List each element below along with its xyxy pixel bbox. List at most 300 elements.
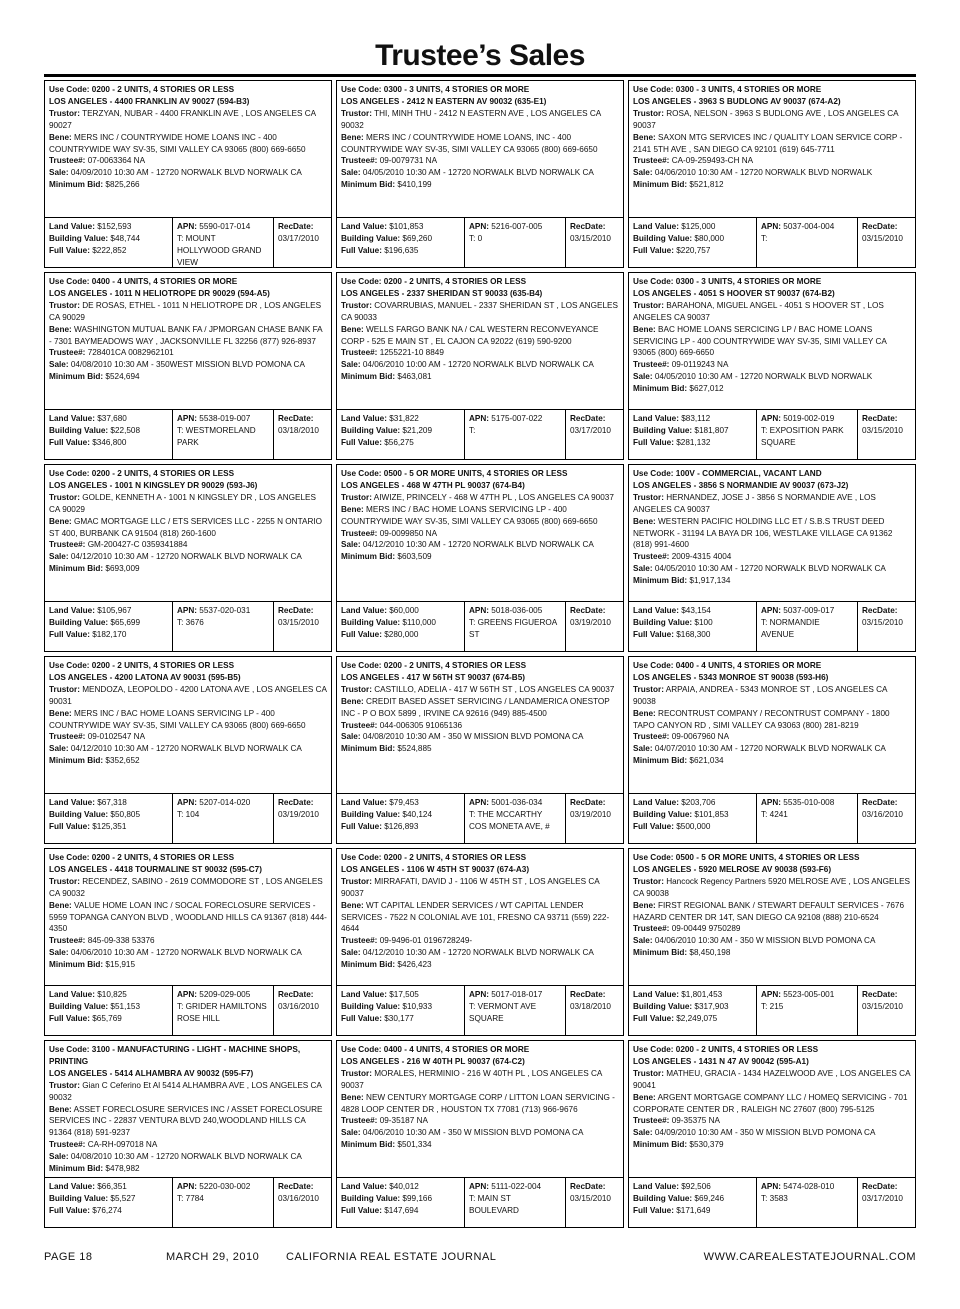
listing-details bbox=[44, 464, 332, 601]
sale-line bbox=[341, 731, 619, 743]
bene-label: Bene: bbox=[633, 1092, 656, 1102]
land-value-line bbox=[341, 605, 460, 617]
value-column bbox=[337, 602, 464, 651]
building-value: $101,853 bbox=[694, 810, 729, 819]
use-code: Use Code: 0200 - 2 UNITS, 4 STORIES OR LESS bbox=[49, 661, 235, 670]
trustor-line bbox=[49, 1080, 327, 1104]
apn-column bbox=[464, 410, 565, 459]
building-value-line bbox=[633, 425, 752, 437]
bene-line bbox=[633, 900, 911, 924]
apn-column bbox=[756, 1178, 857, 1227]
land-value: $17,505 bbox=[389, 990, 419, 999]
valuation-table bbox=[336, 793, 624, 844]
sale-value: 04/06/2010 10:30 AM - 350 W MISSION BLVD POMONA CA bbox=[362, 1128, 584, 1138]
land-value-line bbox=[341, 1181, 460, 1193]
bene-line bbox=[341, 504, 619, 528]
recdate-label: RecDate: bbox=[862, 414, 898, 423]
trustor-line bbox=[633, 108, 911, 132]
value-column bbox=[45, 218, 172, 267]
land-value: $10,825 bbox=[97, 990, 127, 999]
sale-label: Sale: bbox=[633, 372, 653, 382]
full-value: $280,000 bbox=[384, 630, 419, 639]
recdate-label: RecDate: bbox=[862, 606, 898, 615]
sale-line bbox=[341, 167, 619, 179]
apn-value: 5001-036-034 bbox=[491, 798, 543, 807]
land-label: Land Value: bbox=[49, 606, 95, 615]
trustee-line bbox=[49, 347, 327, 359]
min-bid-label: Minimum Bid: bbox=[633, 1140, 688, 1150]
listing-record bbox=[44, 272, 332, 460]
apn-value: 5537-020-031 bbox=[199, 606, 251, 615]
building-label: Building Value: bbox=[633, 234, 693, 243]
full-label: Full Value: bbox=[49, 1206, 90, 1215]
trustee-value: 09-0102547 NA bbox=[87, 732, 146, 742]
use-code: Use Code: 0500 - 5 OR MORE UNITS, 4 STORIES OR LESS bbox=[341, 469, 568, 478]
full-value: $500,000 bbox=[676, 822, 711, 831]
sale-value: 04/07/2010 10:30 AM - 12720 NORWALK BLVD NORWALK CA bbox=[654, 744, 886, 754]
apn-label: APN: bbox=[177, 1182, 198, 1191]
full-label: Full Value: bbox=[49, 438, 90, 447]
recdate-value: 03/15/2010 bbox=[862, 618, 903, 627]
trustor-value: ARPAIA, ANDREA - 5343 MONROE ST , LOS ANGELES CA 90038 bbox=[633, 684, 888, 706]
trustee-label: Trustee#: bbox=[49, 936, 86, 946]
full-value-line bbox=[633, 629, 752, 641]
building-value-line bbox=[633, 1001, 752, 1013]
value-column bbox=[337, 410, 464, 459]
sale-label: Sale: bbox=[49, 744, 69, 754]
min-bid-label: Minimum Bid: bbox=[341, 960, 396, 970]
recdate-value: 03/15/2010 bbox=[278, 618, 319, 627]
land-label: Land Value: bbox=[633, 1182, 679, 1191]
property-location: LOS ANGELES - 1431 N 47 AV 90042 (595-A1) bbox=[633, 1056, 809, 1066]
tract-value: T: WESTMORELAND PARK bbox=[177, 426, 256, 447]
bene-line bbox=[341, 324, 619, 348]
sale-label: Sale: bbox=[341, 168, 361, 178]
full-label: Full Value: bbox=[341, 246, 382, 255]
trustor-line bbox=[341, 492, 619, 504]
recdate-value: 03/19/2010 bbox=[278, 810, 319, 819]
trustor-value: AIWIZE, PRINCELY - 468 W 47TH PL , LOS ANGELES CA 90037 bbox=[373, 492, 614, 502]
land-value-line bbox=[633, 989, 752, 1001]
land-value-line bbox=[49, 989, 168, 1001]
sale-value: 04/08/2010 10:30 AM - 350 W MISSION BLVD POMONA CA bbox=[362, 732, 584, 742]
building-value: $69,260 bbox=[402, 234, 433, 243]
listing-details bbox=[336, 1040, 624, 1177]
trustor-line bbox=[341, 876, 619, 900]
trustee-value: 2009-4315 4004 bbox=[671, 552, 732, 562]
property-location: LOS ANGELES - 4200 LATONA AV 90031 (595-B5) bbox=[49, 672, 241, 682]
tract-value: T: GREENS FIGUEROA ST bbox=[469, 618, 557, 639]
bene-label: Bene: bbox=[633, 132, 656, 142]
full-value: $346,800 bbox=[92, 438, 127, 447]
trustee-label: Trustee#: bbox=[341, 1116, 378, 1126]
full-value: $126,893 bbox=[384, 822, 419, 831]
bene-label: Bene: bbox=[633, 516, 656, 526]
trustor-value: Hancock Regency Partners 5920 MELROSE AVE , LOS ANGELES CA 90038 bbox=[633, 876, 910, 898]
apn-column bbox=[172, 410, 273, 459]
trustee-line bbox=[633, 551, 911, 563]
full-value: $222,852 bbox=[92, 246, 127, 255]
min-bid-line bbox=[633, 755, 911, 767]
full-value: $220,757 bbox=[676, 246, 711, 255]
sale-line bbox=[49, 947, 327, 959]
trustor-line bbox=[341, 300, 619, 324]
apn-column bbox=[756, 410, 857, 459]
full-value-line bbox=[49, 245, 168, 257]
trustee-label: Trustee#: bbox=[341, 720, 378, 730]
apn-value: 5535-010-008 bbox=[783, 798, 835, 807]
property-location: LOS ANGELES - 468 W 47TH PL 90037 (674-B4) bbox=[341, 480, 525, 490]
sale-label: Sale: bbox=[341, 948, 361, 958]
min-bid-line bbox=[49, 1163, 327, 1175]
apn-line bbox=[469, 1181, 561, 1193]
land-label: Land Value: bbox=[341, 414, 387, 423]
land-label: Land Value: bbox=[633, 990, 679, 999]
apn-column bbox=[172, 986, 273, 1035]
title-rule bbox=[44, 74, 916, 77]
min-bid-value: $524,885 bbox=[397, 744, 432, 754]
sale-label: Sale: bbox=[49, 948, 69, 958]
land-value: $101,853 bbox=[389, 222, 424, 231]
min-bid-value: $15,915 bbox=[105, 960, 136, 970]
trustor-label: Trustor: bbox=[633, 1068, 664, 1078]
recdate-column bbox=[273, 986, 331, 1035]
bene-label: Bene: bbox=[341, 696, 364, 706]
bene-line bbox=[633, 324, 911, 360]
sale-value: 04/09/2010 10:30 AM - 350 W MISSION BLVD POMONA CA bbox=[654, 1128, 876, 1138]
trustor-line bbox=[633, 300, 911, 324]
apn-label: APN: bbox=[761, 222, 782, 231]
min-bid-value: $501,334 bbox=[397, 1140, 432, 1150]
recdate-value: 03/18/2010 bbox=[278, 426, 319, 435]
issue-date: MARCH 29, 2010 bbox=[166, 1251, 260, 1263]
listing-record bbox=[336, 848, 624, 1036]
land-value: $92,506 bbox=[681, 1182, 711, 1191]
bene-line bbox=[633, 516, 911, 552]
value-column bbox=[337, 1178, 464, 1227]
apn-label: APN: bbox=[761, 414, 782, 423]
sale-line bbox=[49, 743, 327, 755]
sale-line bbox=[49, 167, 327, 179]
apn-value: 5111-022-004 bbox=[491, 1182, 542, 1191]
recdate-column bbox=[857, 218, 915, 267]
property-location: LOS ANGELES - 1011 N HELIOTROPE DR 90029 (594-A5) bbox=[49, 288, 270, 298]
trustee-line bbox=[49, 155, 327, 167]
min-bid-label: Minimum Bid: bbox=[341, 552, 396, 562]
sale-value: 04/05/2010 10:30 AM - 12720 NORWALK BLVD NORWALK CA bbox=[654, 564, 886, 574]
land-value-line bbox=[341, 413, 460, 425]
website-link[interactable]: WWW.CAREALESTATEJOURNAL.COM bbox=[703, 1251, 916, 1263]
tract-value: T: bbox=[469, 426, 476, 435]
land-value: $60,000 bbox=[389, 606, 419, 615]
full-label: Full Value: bbox=[341, 822, 382, 831]
min-bid-line bbox=[49, 179, 327, 191]
trustee-value: 09-0099850 NA bbox=[379, 528, 438, 538]
trustee-label: Trustee#: bbox=[341, 348, 378, 358]
sale-value: 04/06/2010 10:30 AM - 350 W MISSION BLVD POMONA CA bbox=[654, 936, 876, 946]
use-code: Use Code: 0400 - 4 UNITS, 4 STORIES OR MORE bbox=[49, 277, 238, 286]
building-label: Building Value: bbox=[49, 618, 109, 627]
trustee-line bbox=[341, 155, 619, 167]
recdate-column bbox=[273, 410, 331, 459]
listing-record bbox=[628, 848, 916, 1036]
listing-record bbox=[628, 80, 916, 268]
trustor-line bbox=[633, 492, 911, 516]
full-label: Full Value: bbox=[341, 438, 382, 447]
tract-value: T: 215 bbox=[761, 1002, 784, 1011]
full-value-line bbox=[341, 1013, 460, 1025]
tract-value: T: GRIDER HAMILTONS ROSE HILL bbox=[177, 1002, 267, 1023]
trustee-line bbox=[49, 935, 327, 947]
min-bid-label: Minimum Bid: bbox=[49, 756, 104, 766]
min-bid-line bbox=[633, 1139, 911, 1151]
listing-record bbox=[628, 272, 916, 460]
trustee-value: CA-09-259493-CH NA bbox=[671, 156, 754, 166]
listing-details bbox=[628, 1040, 916, 1177]
land-value: $125,000 bbox=[681, 222, 716, 231]
listing-record bbox=[44, 848, 332, 1036]
apn-column bbox=[172, 602, 273, 651]
tract-value: T: MOUNT HOLLYWOOD GRAND VIEW bbox=[177, 234, 262, 267]
apn-column bbox=[756, 602, 857, 651]
listing-details bbox=[44, 848, 332, 985]
trustee-label: Trustee#: bbox=[49, 156, 86, 166]
land-label: Land Value: bbox=[633, 414, 679, 423]
trustor-value: ROSA, NELSON - 3963 S BUDLONG AVE , LOS ANGELES CA 90037 bbox=[633, 108, 899, 130]
min-bid-value: $410,199 bbox=[397, 180, 432, 190]
listing-details bbox=[44, 272, 332, 409]
listing-record bbox=[336, 272, 624, 460]
bene-value: SAXON MTG SERVICES INC / QUALITY LOAN SERVICE CORP - 2141 5TH AVE , SAN DIEGO CA 92101 (619) 645-7711 bbox=[633, 132, 903, 154]
apn-label: APN: bbox=[177, 990, 198, 999]
bene-value: MERS INC / COUNTRYWIDE HOME LOANS, INC - 400 COUNTRYWIDE WAY SV-35, SIMI VALLEY CA 93065 (800) 669-6650 bbox=[341, 132, 598, 154]
bene-line bbox=[633, 132, 911, 156]
building-value-line bbox=[341, 233, 460, 245]
tract-value: T: 104 bbox=[177, 810, 200, 819]
land-value-line bbox=[341, 797, 460, 809]
min-bid-value: $478,982 bbox=[105, 1164, 140, 1174]
sale-line bbox=[49, 359, 327, 371]
recdate-value: 03/16/2010 bbox=[862, 810, 903, 819]
sale-label: Sale: bbox=[49, 552, 69, 562]
recdate-label: RecDate: bbox=[570, 990, 606, 999]
bene-line bbox=[341, 1092, 619, 1116]
full-label: Full Value: bbox=[633, 822, 674, 831]
sale-value: 04/05/2010 10:30 AM - 12720 NORWALK BLVD NORWALK CA bbox=[362, 168, 594, 178]
land-value: $66,351 bbox=[97, 1182, 127, 1191]
recdate-column bbox=[273, 794, 331, 843]
property-location: LOS ANGELES - 2337 SHERIDAN ST 90033 (635-B4) bbox=[341, 288, 543, 298]
trustor-value: MIRRAFATI, DAVID J - 1106 W 45TH ST , LOS ANGELES CA 90037 bbox=[341, 876, 600, 898]
valuation-table bbox=[336, 217, 624, 268]
full-value: $56,275 bbox=[384, 438, 414, 447]
min-bid-value: $426,423 bbox=[397, 960, 432, 970]
recdate-column bbox=[565, 218, 623, 267]
use-code: Use Code: 0200 - 2 UNITS, 4 STORIES OR LESS bbox=[341, 277, 527, 286]
listing-details bbox=[44, 656, 332, 793]
recdate-column bbox=[565, 1178, 623, 1227]
min-bid-label: Minimum Bid: bbox=[49, 564, 104, 574]
building-value: $50,805 bbox=[110, 810, 141, 819]
sale-line bbox=[633, 371, 911, 383]
recdate-column bbox=[857, 602, 915, 651]
land-value: $152,593 bbox=[97, 222, 132, 231]
apn-label: APN: bbox=[761, 990, 782, 999]
apn-column bbox=[464, 602, 565, 651]
building-value-line bbox=[341, 617, 460, 629]
apn-line bbox=[177, 413, 269, 425]
listing-record bbox=[44, 1040, 332, 1228]
min-bid-value: $352,652 bbox=[105, 756, 140, 766]
apn-line bbox=[469, 221, 561, 233]
page-number: PAGE 18 bbox=[44, 1251, 93, 1263]
apn-label: APN: bbox=[469, 990, 490, 999]
trustor-value: THI, MINH THU - 2412 N EASTERN AVE , LOS ANGELES CA 90032 bbox=[341, 108, 601, 130]
trustee-label: Trustee#: bbox=[49, 732, 86, 742]
valuation-table bbox=[628, 409, 916, 460]
trustor-label: Trustor: bbox=[633, 684, 664, 694]
sale-label: Sale: bbox=[341, 540, 361, 550]
building-value: $22,508 bbox=[110, 426, 141, 435]
listing-details bbox=[336, 464, 624, 601]
building-value: $48,744 bbox=[110, 234, 141, 243]
trustor-label: Trustor: bbox=[49, 108, 80, 118]
min-bid-line bbox=[341, 959, 619, 971]
recdate-value: 03/19/2010 bbox=[570, 810, 611, 819]
valuation-table bbox=[628, 1177, 916, 1228]
min-bid-value: $463,081 bbox=[397, 372, 432, 382]
trustor-label: Trustor: bbox=[49, 492, 80, 502]
value-column bbox=[629, 410, 756, 459]
min-bid-label: Minimum Bid: bbox=[341, 180, 396, 190]
tract-value: T: bbox=[761, 234, 768, 243]
trustor-value: MORALES, HERMINIO - 216 W 40TH PL , LOS ANGELES CA 90037 bbox=[341, 1068, 602, 1090]
value-column bbox=[45, 1178, 172, 1227]
apn-label: APN: bbox=[761, 798, 782, 807]
listing-record bbox=[336, 80, 624, 268]
land-value: $37,680 bbox=[97, 414, 127, 423]
bene-line bbox=[341, 696, 619, 720]
apn-line bbox=[177, 1181, 269, 1193]
bene-label: Bene: bbox=[49, 900, 72, 910]
property-location: LOS ANGELES - 3963 S BUDLONG AV 90037 (674-A2) bbox=[633, 96, 841, 106]
bene-value: WT CAPITAL LENDER SERVICES / WT CAPITAL LENDER SERVICES - 7522 N COLONIAL AVE 101, FRESNO CA 93711 (559) 222-4644 bbox=[341, 900, 610, 934]
property-location: LOS ANGELES - 1001 N KINGSLEY DR 90029 (593-J6) bbox=[49, 480, 258, 490]
sale-value: 04/12/2010 10:30 AM - 12720 NORWALK BLVD NORWALK CA bbox=[70, 552, 302, 562]
land-value-line bbox=[341, 989, 460, 1001]
listing-details bbox=[336, 272, 624, 409]
trustee-value: 09-00449 9750289 bbox=[671, 924, 741, 934]
land-value-line bbox=[633, 797, 752, 809]
trustor-line bbox=[49, 684, 327, 708]
trustor-label: Trustor: bbox=[341, 876, 372, 886]
recdate-column bbox=[273, 1178, 331, 1227]
trustor-label: Trustor: bbox=[341, 1068, 372, 1078]
trustor-label: Trustor: bbox=[49, 876, 80, 886]
min-bid-label: Minimum Bid: bbox=[633, 180, 688, 190]
recdate-column bbox=[273, 602, 331, 651]
trustor-value: MATHEU, GRACIA - 1434 HAZELWOOD AVE , LOS ANGELES CA 90041 bbox=[633, 1068, 911, 1090]
listing-details bbox=[44, 80, 332, 217]
full-value: $2,249,075 bbox=[676, 1014, 718, 1023]
land-label: Land Value: bbox=[49, 1182, 95, 1191]
trustor-line bbox=[49, 108, 327, 132]
min-bid-value: $1,917,134 bbox=[689, 576, 731, 586]
full-label: Full Value: bbox=[633, 1206, 674, 1215]
min-bid-label: Minimum Bid: bbox=[341, 1140, 396, 1150]
bene-label: Bene: bbox=[341, 1092, 364, 1102]
property-location: LOS ANGELES - 216 W 40TH PL 90037 (674-C2) bbox=[341, 1056, 525, 1066]
listing-details bbox=[628, 848, 916, 985]
property-location: LOS ANGELES - 5343 MONROE ST 90038 (593-H6) bbox=[633, 672, 829, 682]
trustee-line bbox=[633, 1115, 911, 1127]
sale-line bbox=[633, 563, 911, 575]
trustor-label: Trustor: bbox=[341, 492, 372, 502]
apn-value: 5474-028-010 bbox=[783, 1182, 835, 1191]
full-value-line bbox=[633, 245, 752, 257]
bene-label: Bene: bbox=[49, 1104, 72, 1114]
land-label: Land Value: bbox=[633, 222, 679, 231]
full-value: $125,351 bbox=[92, 822, 127, 831]
trustor-value: HERNANDEZ, JOSE J - 3856 S NORMANDIE AVE , LOS ANGELES CA 90037 bbox=[633, 492, 876, 514]
full-value: $281,132 bbox=[676, 438, 711, 447]
trustee-value: 07-0063364 NA bbox=[87, 156, 146, 166]
listing-grid bbox=[44, 80, 916, 1228]
recdate-value: 03/15/2010 bbox=[862, 234, 903, 243]
full-value: $147,694 bbox=[384, 1206, 419, 1215]
land-value: $1,801,453 bbox=[681, 990, 723, 999]
sale-label: Sale: bbox=[633, 564, 653, 574]
full-value-line bbox=[633, 821, 752, 833]
sale-line bbox=[633, 1127, 911, 1139]
building-label: Building Value: bbox=[49, 1002, 109, 1011]
trustor-line bbox=[49, 300, 327, 324]
bene-value: ARGENT MORTGAGE COMPANY LLC / HOMEQ SERVICING - 701 CORPORATE CENTER DR , RALEIGH NC 27607 (800) 795-5125 bbox=[633, 1092, 908, 1114]
recdate-label: RecDate: bbox=[278, 606, 314, 615]
trustor-line bbox=[633, 1068, 911, 1092]
full-value-line bbox=[633, 1013, 752, 1025]
trustee-label: Trustee#: bbox=[633, 732, 670, 742]
bene-line bbox=[633, 708, 911, 732]
recdate-label: RecDate: bbox=[278, 990, 314, 999]
trustor-value: CASTILLO, ADELIA - 417 W 56TH ST , LOS ANGELES CA 90037 bbox=[374, 684, 615, 694]
value-column bbox=[629, 1178, 756, 1227]
min-bid-label: Minimum Bid: bbox=[633, 384, 688, 394]
min-bid-line bbox=[49, 563, 327, 575]
apn-label: APN: bbox=[177, 798, 198, 807]
journal-name: CALIFORNIA REAL ESTATE JOURNAL bbox=[286, 1251, 497, 1263]
recdate-label: RecDate: bbox=[862, 222, 898, 231]
full-label: Full Value: bbox=[633, 630, 674, 639]
full-label: Full Value: bbox=[49, 630, 90, 639]
apn-value: 5207-014-020 bbox=[199, 798, 251, 807]
bene-line bbox=[49, 132, 327, 156]
listing-record bbox=[336, 1040, 624, 1228]
full-value: $196,635 bbox=[384, 246, 419, 255]
recdate-label: RecDate: bbox=[278, 1182, 314, 1191]
land-value-line bbox=[49, 797, 168, 809]
full-value-line bbox=[49, 1205, 168, 1217]
full-value-line bbox=[49, 437, 168, 449]
listing-details bbox=[628, 272, 916, 409]
valuation-table bbox=[628, 985, 916, 1036]
apn-value: 5037-009-017 bbox=[783, 606, 835, 615]
listing-details bbox=[628, 464, 916, 601]
trustor-value: MENDOZA, LEOPOLDO - 4200 LATONA AVE , LOS ANGELES CA 90031 bbox=[49, 684, 327, 706]
full-label: Full Value: bbox=[633, 438, 674, 447]
min-bid-value: $693,009 bbox=[105, 564, 140, 574]
recdate-column bbox=[273, 218, 331, 267]
